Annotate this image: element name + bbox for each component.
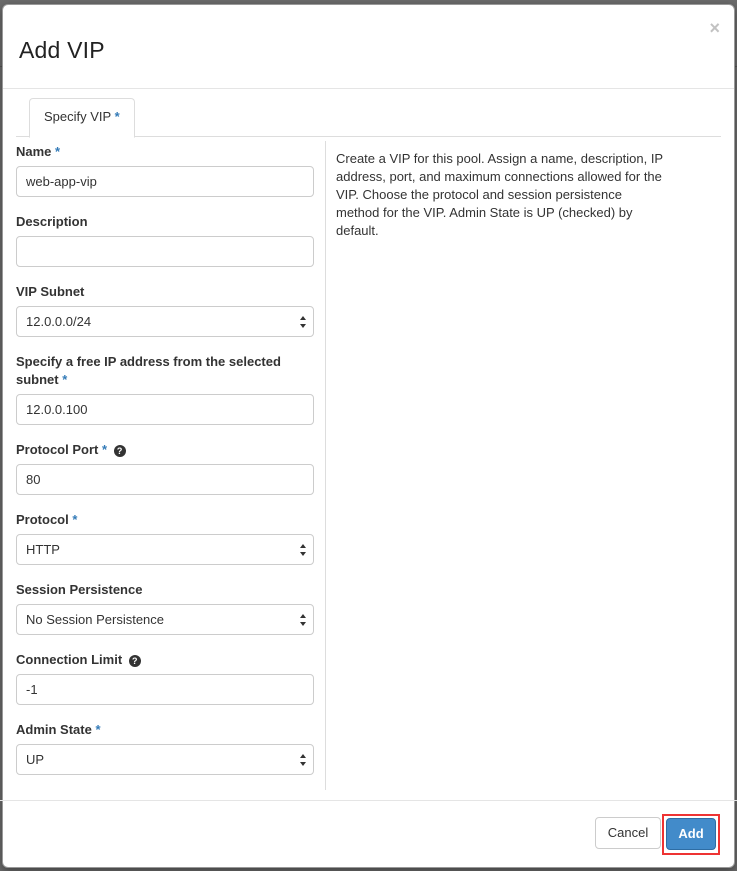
tab-label: Specify VIP xyxy=(44,109,111,124)
required-mark: * xyxy=(101,442,108,457)
question-circle-icon[interactable]: ? xyxy=(129,655,141,667)
connection-limit-label-text: Connection Limit xyxy=(16,652,123,667)
ip-address-group xyxy=(16,353,314,417)
cancel-button[interactable]: Cancel xyxy=(595,817,661,849)
select-arrows-icon xyxy=(299,613,307,627)
description-label: Description xyxy=(16,214,88,229)
ip-address-label xyxy=(16,353,314,389)
session-persistence-group xyxy=(16,581,314,627)
select-arrows-icon xyxy=(299,315,307,329)
protocol-port-label xyxy=(16,441,314,459)
protocol-group xyxy=(16,511,314,557)
add-button[interactable]: Add xyxy=(666,818,716,850)
protocol-port-group xyxy=(16,441,314,487)
vip-subnet-label: VIP Subnet xyxy=(16,284,85,299)
admin-state-select[interactable] xyxy=(16,744,314,775)
name-group xyxy=(16,143,314,189)
question-circle-icon[interactable]: ? xyxy=(114,445,126,457)
column-divider xyxy=(325,141,326,790)
name-label-text: Name xyxy=(16,144,52,159)
tab-bar xyxy=(16,98,721,137)
protocol-label-text: Protocol xyxy=(16,512,69,527)
protocol-port-label-text: Protocol Port xyxy=(16,442,99,457)
required-mark: * xyxy=(114,109,120,124)
modal-footer-divider xyxy=(0,800,737,801)
name-label xyxy=(16,143,314,161)
select-arrows-icon xyxy=(299,753,307,767)
connection-limit-group xyxy=(16,651,314,697)
admin-state-group xyxy=(16,721,314,767)
tab-specify-vip[interactable] xyxy=(29,98,135,138)
protocol-label xyxy=(16,511,314,529)
ip-address-label-text: Specify a free IP address from the selected subnet xyxy=(16,354,281,387)
protocol-port-input[interactable]: 80 xyxy=(16,464,314,495)
admin-state-label-text: Admin State xyxy=(16,722,92,737)
vip-subnet-group xyxy=(16,283,314,329)
session-persistence-select[interactable] xyxy=(16,604,314,635)
required-mark: * xyxy=(55,144,61,159)
protocol-select[interactable] xyxy=(16,534,314,565)
connection-limit-input[interactable]: -1 xyxy=(16,674,314,705)
help-description: Create a VIP for this pool. Assign a name, description, IP address, port, and maximum connections allowed for the VIP. Choose the protocol and session persistence method for the VIP. Admin State is UP (checked) by default. xyxy=(336,151,663,238)
name-input[interactable]: web-app-vip xyxy=(16,166,314,197)
modal-title: Add VIP xyxy=(19,37,105,63)
session-persistence-value: No Session Persistence xyxy=(26,612,165,627)
modal-header xyxy=(3,5,734,89)
vip-subnet-select[interactable] xyxy=(16,306,314,337)
description-input[interactable] xyxy=(16,236,314,267)
select-arrows-icon xyxy=(299,543,307,557)
description-group xyxy=(16,213,314,231)
session-persistence-label: Session Persistence xyxy=(16,582,143,597)
required-mark: * xyxy=(62,372,68,387)
vip-subnet-value: 12.0.0.0/24 xyxy=(26,314,92,329)
required-mark: * xyxy=(72,512,78,527)
close-icon[interactable]: × xyxy=(709,18,720,38)
required-mark: * xyxy=(95,722,101,737)
protocol-value: HTTP xyxy=(26,542,60,557)
ip-address-input[interactable]: 12.0.0.100 xyxy=(16,394,314,425)
connection-limit-label xyxy=(16,651,314,669)
admin-state-label xyxy=(16,721,314,739)
admin-state-value: UP xyxy=(26,752,45,767)
